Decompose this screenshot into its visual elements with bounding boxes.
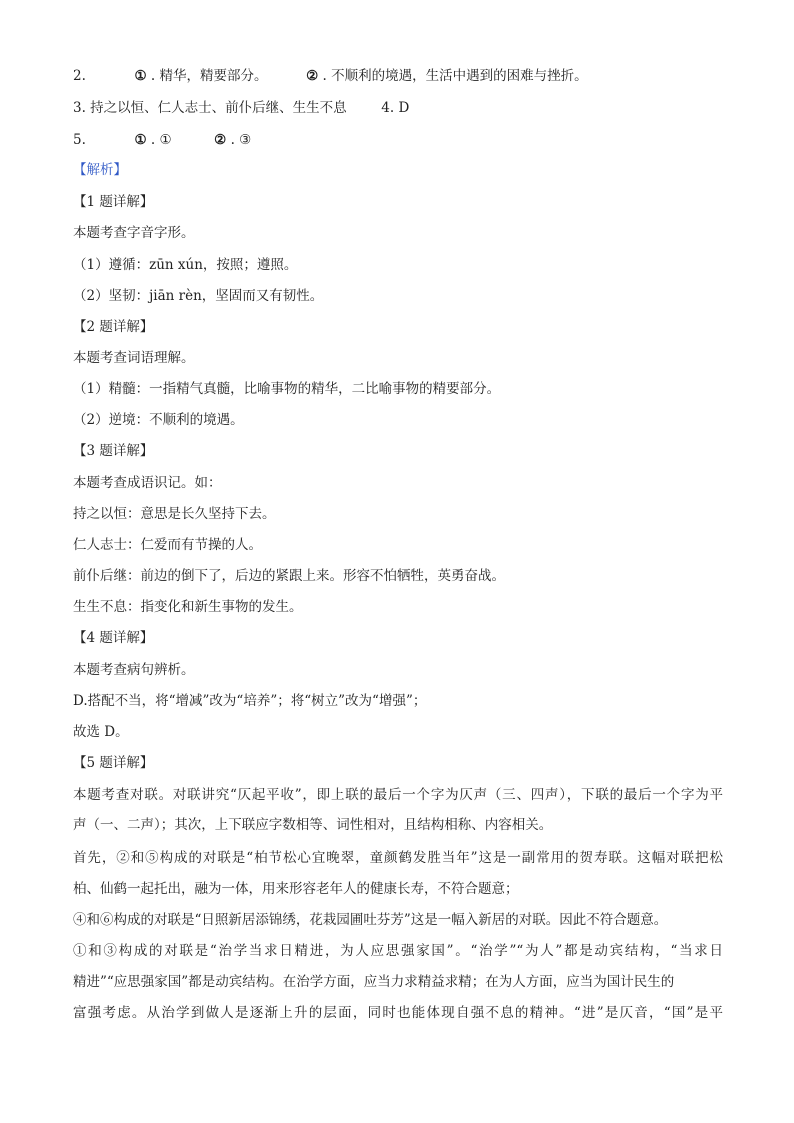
body-text: 生生不息：指变化和新生事物的发生。 bbox=[73, 599, 303, 615]
option-marker: ① bbox=[134, 132, 147, 148]
answer-text: 持之以恒、仁人志士、前仆后继、生生不息 bbox=[90, 100, 347, 116]
answer-text: . 不顺利的境遇，生活中遇到的困难与挫折。 bbox=[322, 68, 588, 84]
section-heading: 【1 题详解】 bbox=[73, 194, 154, 210]
body-text: （1）遵循：zūn xún，按照；遵照。 bbox=[73, 257, 298, 273]
body-text: 精进”“应思强家国”都是动宾结构。在治学方面，应当力求精益求精；在为人方面，应当为国计民生的 bbox=[73, 974, 675, 990]
answer-text: D bbox=[398, 100, 410, 116]
body-text: 富强考虑。从治学到做人是逐渐上升的层面，同时也能体现自强不息的精神。“进”是仄音，“国”是平 bbox=[73, 1005, 723, 1021]
answer-text: . ① bbox=[150, 132, 172, 148]
section-heading: 【4 题详解】 bbox=[73, 630, 154, 646]
option-marker: ② bbox=[306, 68, 319, 84]
body-text: 故选 D。 bbox=[73, 724, 129, 740]
body-text: （2）坚韧：jiān rèn，坚固而又有韧性。 bbox=[73, 288, 324, 304]
question-number: 5. bbox=[73, 132, 86, 148]
answer-line-5 bbox=[73, 130, 251, 150]
answer-text: . ③ bbox=[230, 132, 252, 148]
body-text: 本题考查病句辨析。 bbox=[73, 662, 195, 678]
section-heading: 【5 题详解】 bbox=[73, 755, 154, 771]
body-text: 仁人志士：仁爱而有节操的人。 bbox=[73, 537, 262, 553]
body-text: 本题考查词语理解。 bbox=[73, 350, 195, 366]
question-number: 3. bbox=[73, 100, 91, 116]
body-text: 前仆后继：前边的倒下了，后边的紧跟上来。形容不怕牺牲，英勇奋战。 bbox=[73, 568, 505, 584]
body-text: 持之以恒：意思是长久坚持下去。 bbox=[73, 506, 276, 522]
option-marker: ② bbox=[214, 132, 227, 148]
body-text: （1）精髓：一指精气真髓，比喻事物的精华，二比喻事物的精要部分。 bbox=[73, 381, 501, 397]
analysis-heading: 【解析】 bbox=[73, 162, 127, 178]
body-text: ④和⑥构成的对联是“日照新居添锦绣，花栽园圃吐芬芳”这是一幅入新居的对联。因此不符合题意。 bbox=[73, 912, 668, 928]
body-text: ①和③构成的对联是“治学当求日精进，为人应思强家国”。“治学”“为人”都是动宾结构，“当求日 bbox=[73, 943, 723, 959]
body-text: 本题考查对联。对联讲究“仄起平收”，即上联的最后一个字为仄声（三、四声），下联的最后一个字为平 bbox=[73, 787, 723, 803]
body-text: 本题考查字音字形。 bbox=[73, 225, 195, 241]
option-marker: ① bbox=[134, 68, 147, 84]
body-text: 柏、仙鹤一起托出，融为一体，用来形容老年人的健康长寿，不符合题意； bbox=[73, 881, 519, 897]
body-text: D.搭配不当，将“增减”改为“培养”；将“树立”改为“增强”； bbox=[73, 693, 427, 709]
body-text: （2）逆境：不顺利的境遇。 bbox=[73, 412, 244, 428]
question-number: 2. bbox=[73, 68, 86, 84]
section-heading: 【2 题详解】 bbox=[73, 319, 154, 335]
answer-line-2 bbox=[73, 66, 588, 86]
answer-text: . 精华，精要部分。 bbox=[150, 68, 268, 84]
answer-line-3 bbox=[73, 98, 409, 118]
section-heading: 【3 题详解】 bbox=[73, 443, 154, 459]
question-number: 4. bbox=[381, 100, 399, 116]
body-text: 声（一、二声）；其次，上下联应字数相等、词性相对，且结构相称、内容相关。 bbox=[73, 817, 553, 833]
body-text: 本题考查成语识记。如： bbox=[73, 475, 222, 491]
body-text: 首先，②和⑤构成的对联是“柏节松心宜晚翠，童颜鹤发胜当年”这是一副常用的贺寿联。这幅对联把松 bbox=[73, 850, 723, 866]
